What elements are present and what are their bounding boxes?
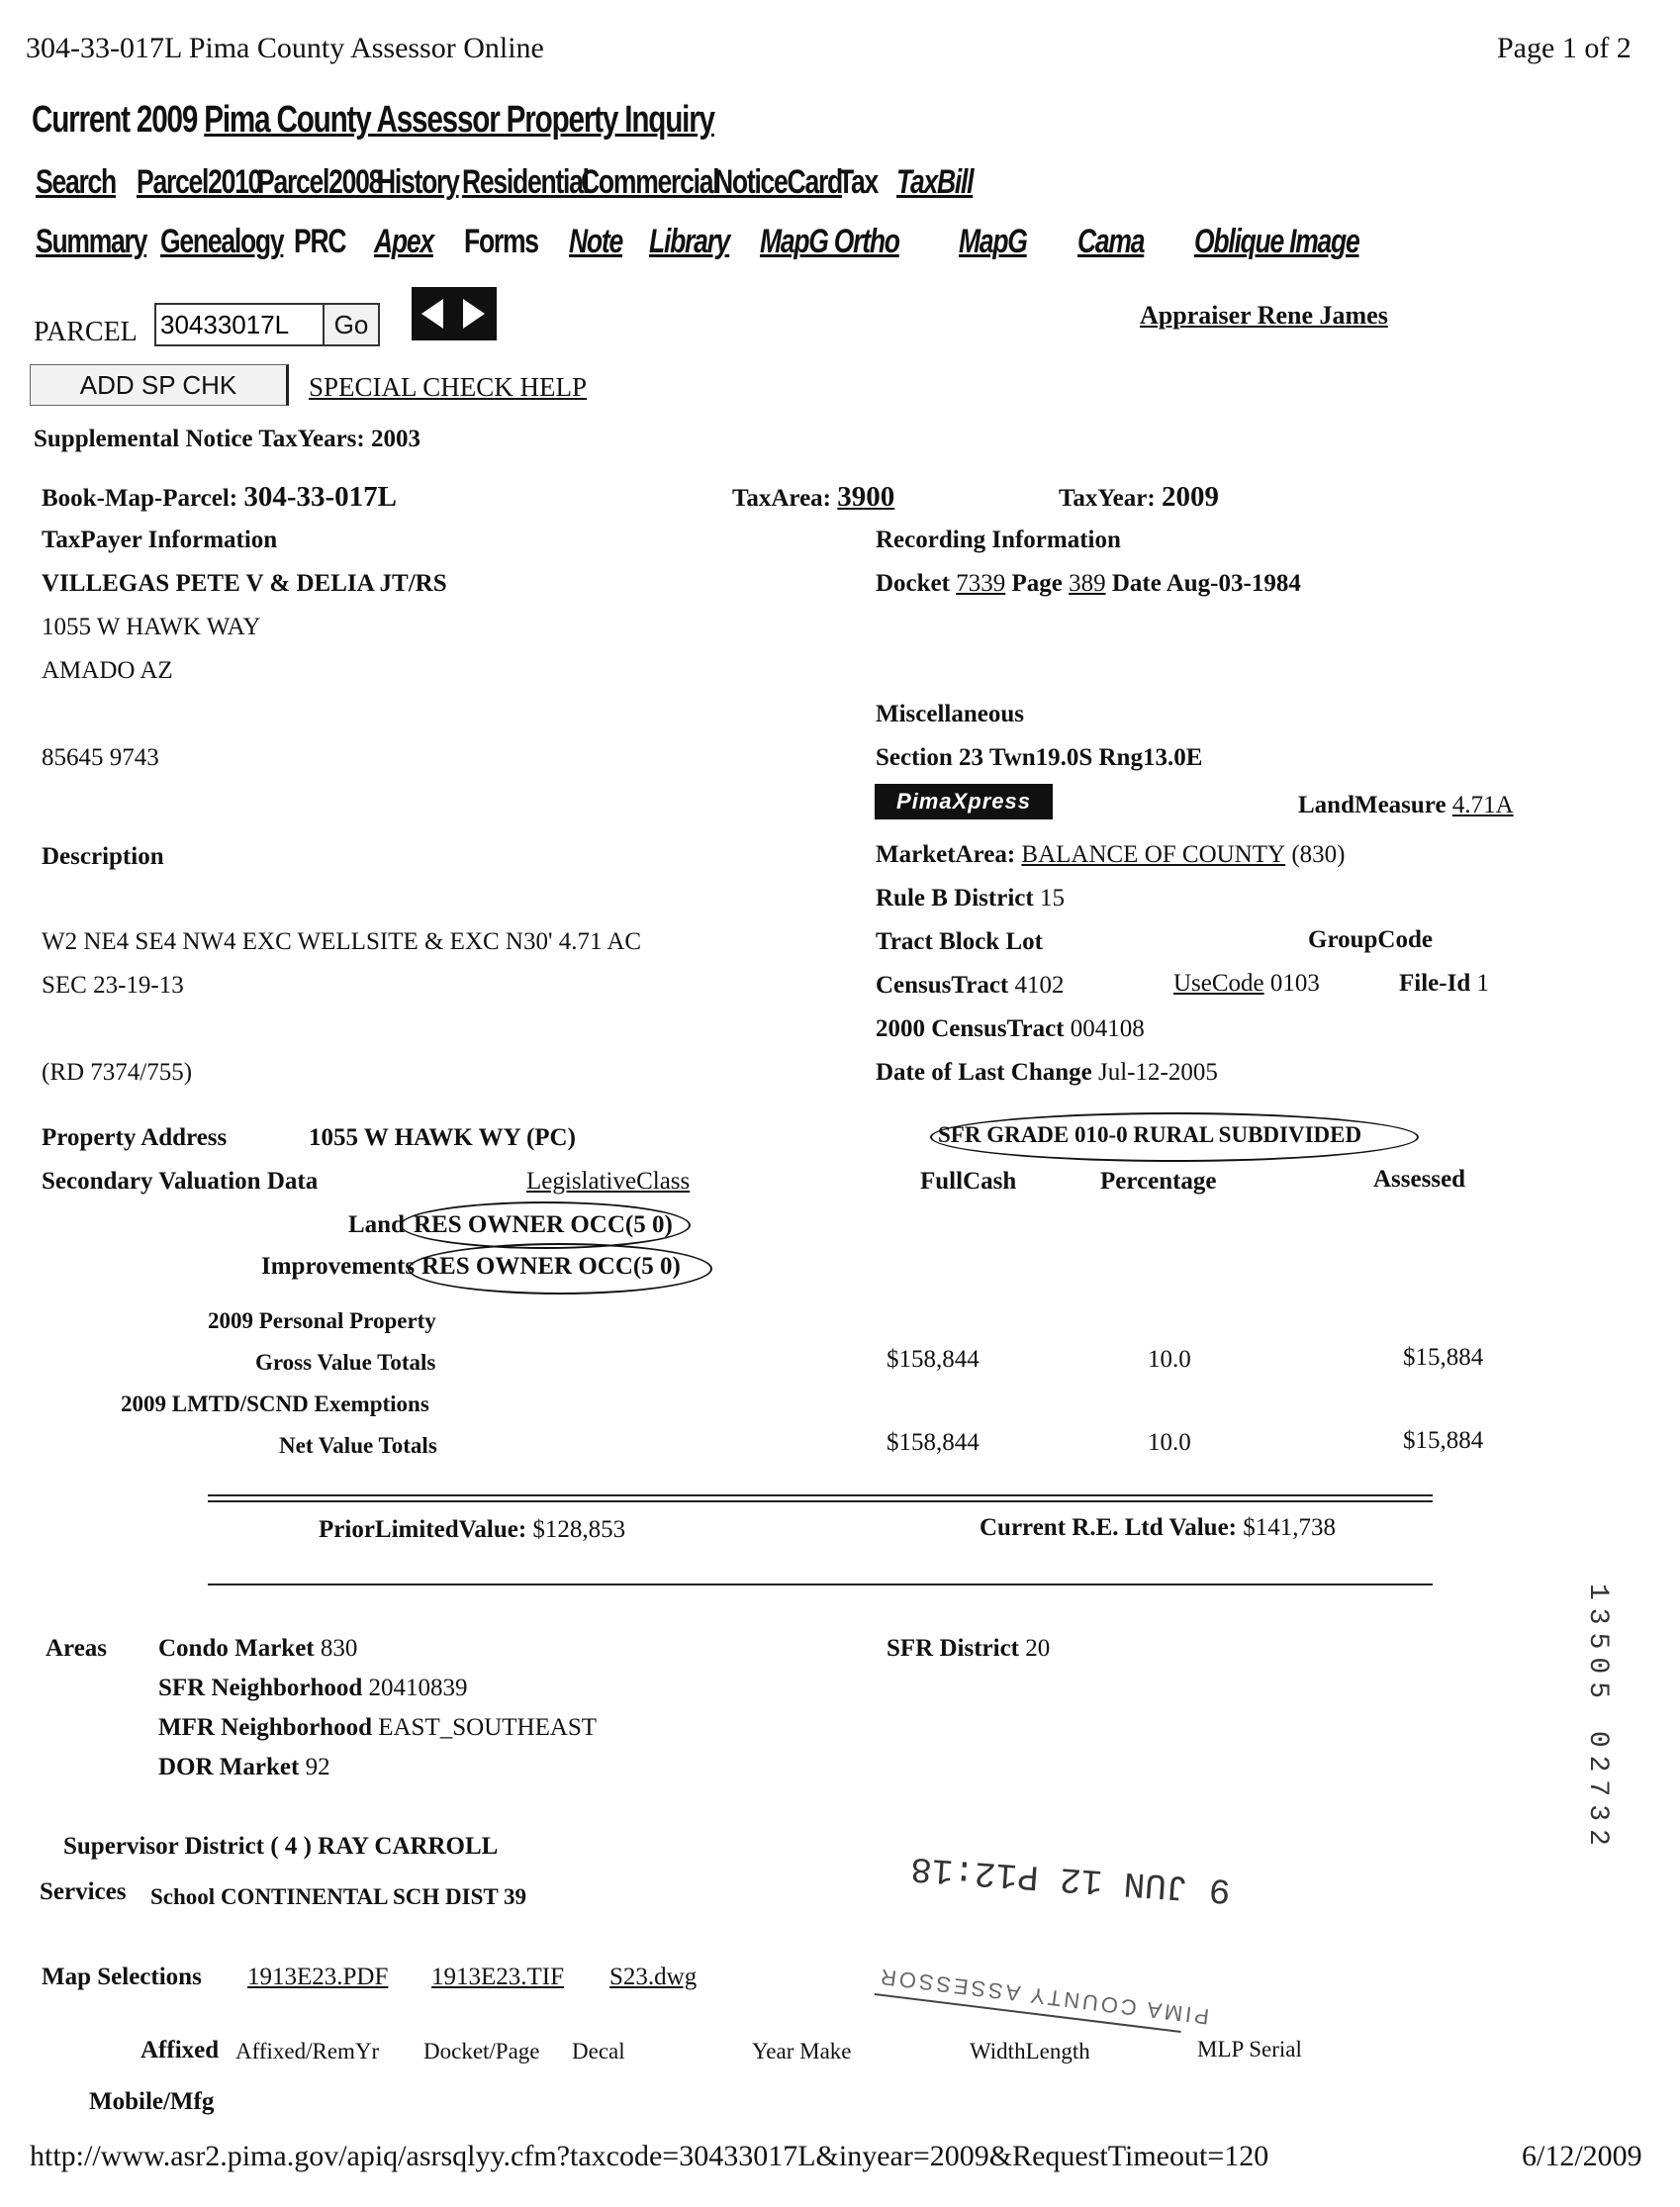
taxyear-label: TaxYear: [1059, 485, 1156, 512]
divider-bottom [208, 1583, 1433, 1585]
fileid-line [1399, 970, 1489, 998]
land-label: Land [348, 1211, 405, 1238]
taxarea-label: TaxArea: [732, 485, 831, 512]
col-assessed: Assessed [1373, 1166, 1466, 1193]
landmeasure-line [1298, 792, 1514, 819]
net-percentage: 10.0 [1148, 1429, 1191, 1456]
taxarea-link[interactable]: 3900 [837, 481, 895, 513]
legal-description-line2: SEC 23-19-13 [42, 972, 184, 999]
marketarea-link[interactable]: BALANCE OF COUNTY [1021, 841, 1286, 868]
census2000-value: 004108 [1070, 1015, 1145, 1042]
prior-limited-line [319, 1516, 625, 1544]
taxarea-line [732, 481, 894, 514]
description-heading: Description [42, 843, 164, 870]
gross-fullcash: $158,844 [887, 1346, 980, 1373]
sfr-district-label: SFR District [887, 1635, 1019, 1662]
ruleb-value: 15 [1039, 885, 1065, 912]
map-link-tif[interactable]: 1913E23.TIF [431, 1964, 565, 1990]
affixed-col-decal: Decal [572, 2039, 625, 2063]
net-assessed: $15,884 [1403, 1427, 1484, 1454]
taxyear-line [1059, 481, 1219, 514]
nav-prc[interactable]: PRC [294, 223, 346, 260]
map-link-dwg[interactable]: S23.dwg [609, 1964, 698, 1990]
tract-block-lot: Tract Block Lot [876, 928, 1043, 955]
landmeasure-link[interactable]: 4.71A [1451, 792, 1514, 818]
improvements-label: Improvements [261, 1253, 416, 1280]
sfr-neighborhood-label: SFR Neighborhood [158, 1675, 363, 1701]
nav-noticecard[interactable]: NoticeCard [713, 163, 842, 201]
mfr-neighborhood-line [158, 1714, 597, 1742]
add-special-check-button[interactable]: ADD SP CHK [30, 364, 289, 406]
affixed-col-yearmake: Year Make [752, 2039, 852, 2063]
ruleb-label: Rule B District [876, 885, 1034, 912]
appraiser-link[interactable]: Appraiser Rene James [1140, 301, 1388, 330]
nav-residential[interactable]: Residential [462, 163, 589, 201]
fileid-label: File-Id [1399, 970, 1471, 997]
nav-genealogy[interactable]: Genealogy [159, 223, 284, 260]
sfr-neighborhood-value: 20410839 [368, 1675, 468, 1701]
mfr-neighborhood-label: MFR Neighborhood [158, 1714, 372, 1741]
page-link[interactable]: 389 [1069, 570, 1106, 597]
gross-assessed: $15,884 [1403, 1344, 1484, 1371]
mfr-neighborhood-value: EAST_SOUTHEAST [378, 1714, 598, 1741]
improvements-class: RES OWNER OCC(5 0) [421, 1253, 681, 1280]
page-header-title: 304-33-017L Pima County Assessor Online [26, 32, 544, 64]
school-line [150, 1884, 526, 1910]
dor-market-line [158, 1754, 330, 1781]
census2000-line [876, 1015, 1145, 1043]
col-percentage: Percentage [1100, 1168, 1217, 1195]
date-label: Date [1111, 570, 1162, 597]
current-limited-line [980, 1514, 1336, 1542]
nav-row-1 [36, 163, 994, 202]
recording-line [876, 570, 1301, 598]
taxpayer-name: VILLEGAS PETE V & DELIA JT/RS [42, 570, 447, 597]
side-document-number: 13505 02732 [1582, 1583, 1613, 1854]
nav-search[interactable]: Search [36, 163, 116, 201]
marketarea-line [876, 841, 1345, 869]
taxpayer-heading: TaxPayer Information [42, 527, 278, 553]
current-limited-label: Current R.E. Ltd Value: [980, 1514, 1237, 1541]
nav-mapg[interactable]: MapG [958, 223, 1027, 260]
docket-label: Docket [876, 570, 950, 597]
affixed-col-widthlength: WidthLength [970, 2039, 1090, 2063]
go-button[interactable]: Go [323, 303, 380, 346]
dor-market-value: 92 [305, 1754, 330, 1780]
ruleb-line [876, 885, 1065, 912]
property-address-label: Property Address [42, 1124, 228, 1151]
property-address-value: 1055 W HAWK WY (PC) [309, 1124, 576, 1151]
landmeasure-label: LandMeasure [1298, 792, 1447, 818]
misc-heading: Miscellaneous [876, 701, 1024, 727]
lastchange-line [876, 1059, 1218, 1087]
lastchange-label: Date of Last Change [876, 1059, 1092, 1086]
school-value: CONTINENTAL SCH DIST 39 [220, 1884, 527, 1909]
parcel-input[interactable] [154, 303, 325, 346]
page-number: Page 1 of 2 [1497, 32, 1632, 64]
taxpayer-address1: 1055 W HAWK WAY [42, 614, 261, 640]
assessor-office-stamp: PIMA COUNTY ASSESSOR [876, 1964, 1211, 2030]
map-link-pdf[interactable]: 1913E23.PDF [247, 1964, 389, 1990]
nav-commercial[interactable]: Commercial [581, 163, 719, 201]
page-title [32, 99, 714, 142]
condo-market-line [158, 1635, 357, 1663]
exemptions-label: 2009 LMTD/SCND Exemptions [121, 1391, 429, 1416]
parcel-label: PARCEL [34, 317, 138, 347]
valuation-heading: Secondary Valuation Data [42, 1168, 319, 1195]
nav-tax[interactable]: Tax [838, 163, 879, 201]
services-label: Services [40, 1878, 127, 1905]
special-check-help-link[interactable]: SPECIAL CHECK HELP [309, 372, 588, 402]
nav-apex[interactable]: Apex [374, 223, 434, 260]
groupcode-label: GroupCode [1308, 926, 1433, 953]
prior-limited-value: $128,853 [532, 1516, 626, 1543]
prior-limited-label: PriorLimitedValue: [319, 1516, 527, 1543]
prev-arrow-icon[interactable] [421, 299, 443, 329]
affixed-label: Affixed [140, 2037, 220, 2063]
affixed-col-remyr: Affixed/RemYr [235, 2039, 380, 2063]
areas-label: Areas [46, 1635, 108, 1662]
map-selections-label: Map Selections [42, 1964, 202, 1990]
nav-forms[interactable]: Forms [463, 223, 538, 260]
legal-description-line1: W2 NE4 SE4 NW4 EXC WELLSITE & EXC N30' 4.71 AC [42, 928, 642, 955]
sfr-grade: SFR GRADE 010-0 RURAL SUBDIVIDED [938, 1122, 1362, 1147]
nav-summary[interactable]: Summary [36, 223, 147, 260]
bmp-label: Book-Map-Parcel: [42, 485, 238, 512]
usecode-link[interactable]: UseCode [1173, 970, 1264, 997]
gross-percentage: 10.0 [1148, 1346, 1191, 1373]
marketarea-code: (830) [1291, 841, 1346, 868]
recording-date: Aug-03-1984 [1166, 570, 1301, 597]
nav-history[interactable]: History [377, 163, 459, 201]
nav-taxbill[interactable]: TaxBill [896, 163, 974, 201]
footer-date: 6/12/2009 [1522, 2140, 1642, 2172]
current-limited-value: $141,738 [1243, 1514, 1336, 1541]
legislative-class-link[interactable]: LegislativeClass [526, 1168, 691, 1195]
title-prefix: Current 2009 [32, 99, 205, 141]
supplemental-notice: Supplemental Notice TaxYears: 2003 [34, 426, 420, 452]
nav-oblique-image[interactable]: Oblique Image [1193, 223, 1359, 260]
lastchange-value: Jul-12-2005 [1098, 1059, 1218, 1086]
net-totals-label: Net Value Totals [279, 1433, 437, 1458]
section-township-range: Section 23 Twn19.0S Rng13.0E [876, 744, 1203, 771]
col-fullcash: FullCash [920, 1168, 1017, 1195]
school-label: School [150, 1884, 216, 1909]
nav-cama[interactable]: Cama [1076, 223, 1144, 260]
taxpayer-address2: AMADO AZ [42, 657, 173, 684]
affixed-col-mlpserial: MLP Serial [1197, 2037, 1302, 2062]
prev-next-arrows [412, 287, 497, 340]
dor-market-label: DOR Market [158, 1754, 300, 1780]
recording-heading: Recording Information [876, 527, 1121, 553]
docket-link[interactable]: 7339 [956, 570, 1006, 597]
page-label: Page [1011, 570, 1063, 597]
net-fullcash: $158,844 [887, 1429, 980, 1456]
censustract-label: CensusTract [876, 972, 1009, 999]
divider-top-1 [208, 1494, 1433, 1496]
taxpayer-zip: 85645 9743 [42, 744, 159, 771]
divider-top-2 [208, 1500, 1433, 1502]
personal-property-label: 2009 Personal Property [208, 1308, 436, 1333]
condo-market-value: 830 [320, 1635, 358, 1662]
marketarea-label: MarketArea: [876, 841, 1016, 868]
nav-note[interactable]: Note [568, 223, 622, 260]
nav-parcel2008[interactable]: Parcel2008 [256, 163, 382, 201]
census2000-label: 2000 CensusTract [876, 1015, 1065, 1042]
gross-totals-label: Gross Value Totals [255, 1350, 436, 1375]
usecode-value: 0103 [1269, 970, 1320, 997]
bmp-line [42, 481, 397, 514]
taxyear-value: 2009 [1161, 481, 1219, 513]
sfr-district-value: 20 [1025, 1635, 1051, 1662]
supervisor-district: Supervisor District ( 4 ) RAY CARROLL [63, 1833, 499, 1860]
next-arrow-icon[interactable] [463, 299, 485, 329]
title-link[interactable]: Pima County Assessor Property Inquiry [204, 99, 714, 141]
pimaxpress-logo[interactable]: PimaXpress [875, 784, 1053, 819]
footer-url: http://www.asr2.pima.gov/apiq/asrsqlyy.cfm?taxcode=30433017L&inyear=2009&RequestTimeout=120 [30, 2140, 1269, 2172]
sfr-district-line [887, 1635, 1050, 1663]
condo-market-label: Condo Market [158, 1635, 315, 1662]
censustract-value: 4102 [1014, 972, 1065, 999]
mobile-mfg-label: Mobile/Mfg [89, 2088, 215, 2115]
bmp-value: 304-33-017L [243, 481, 398, 513]
nav-mapg-ortho[interactable]: MapG Ortho [760, 223, 899, 260]
fileid-value: 1 [1476, 970, 1489, 997]
nav-library[interactable]: Library [649, 223, 730, 260]
nav-row-2 [36, 223, 1405, 261]
nav-parcel2010[interactable]: Parcel2010 [136, 163, 261, 201]
usecode-line [1173, 970, 1320, 998]
censustract-line [876, 972, 1065, 1000]
affixed-col-docket: Docket/Page [423, 2039, 540, 2063]
received-date-stamp: 9 JUN 12 P12:18 [908, 1847, 1233, 1911]
legal-description-line3: (RD 7374/755) [42, 1059, 193, 1086]
land-class: RES OWNER OCC(5 0) [414, 1211, 673, 1238]
sfr-neighborhood-line [158, 1675, 468, 1702]
